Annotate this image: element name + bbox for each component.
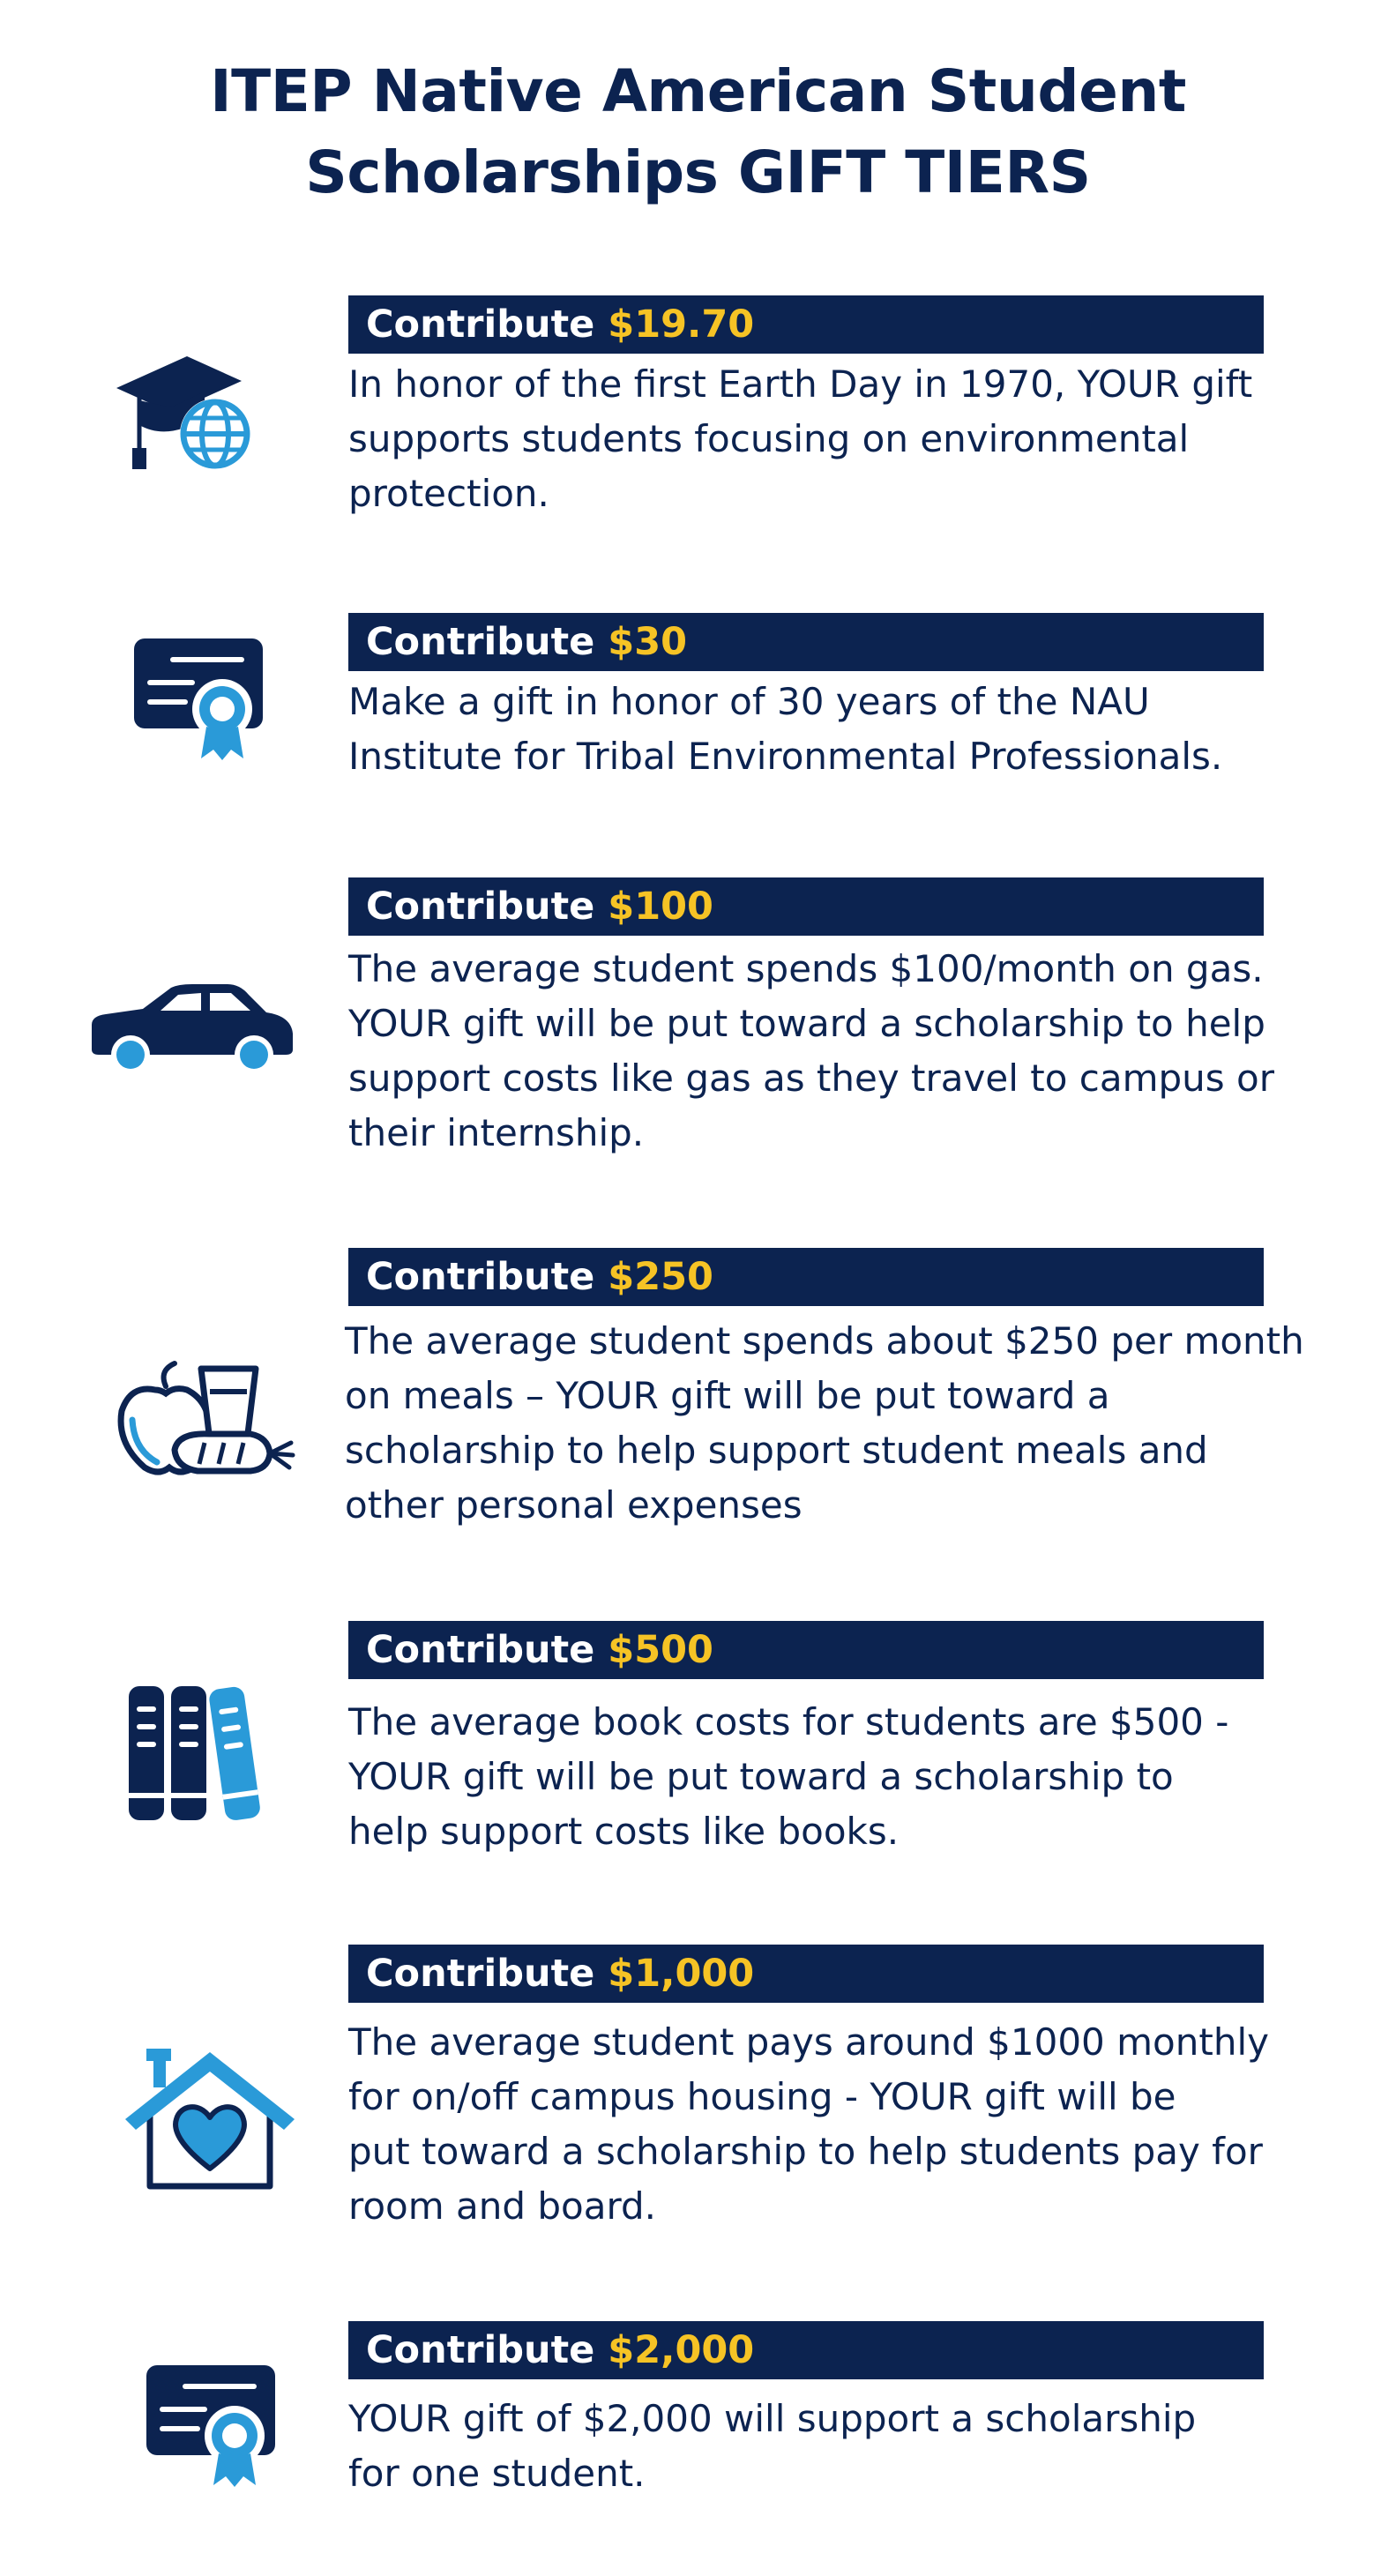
description-line: other personal expenses bbox=[345, 1483, 803, 1527]
description-line: help support costs like books. bbox=[348, 1810, 900, 1853]
contribute-label: Contribute bbox=[366, 885, 608, 929]
description-line: for one student. bbox=[348, 2452, 646, 2495]
description-line: support costs like gas as they travel to campus or bbox=[348, 1057, 1274, 1100]
tier-description bbox=[348, 357, 1318, 521]
page-title-line-1: ITEP Native American Student bbox=[210, 57, 1186, 125]
description-line: their internship. bbox=[348, 1111, 645, 1154]
page-title bbox=[0, 51, 1396, 213]
description-line: room and board. bbox=[348, 2184, 657, 2228]
page-title-line-2: Scholarships GIFT TIERS bbox=[305, 138, 1091, 206]
contribute-amount: $250 bbox=[608, 1255, 713, 1299]
house-heart-icon bbox=[122, 2042, 298, 2191]
tier-description bbox=[348, 675, 1318, 784]
contribute-amount: $19.70 bbox=[608, 302, 755, 347]
contribute-label: Contribute bbox=[366, 302, 608, 347]
description-line: Institute for Tribal Environmental Professionals. bbox=[348, 735, 1223, 778]
tier-description bbox=[348, 2015, 1318, 2234]
contribute-amount: $2,000 bbox=[608, 2328, 755, 2372]
contribute-bar bbox=[348, 1621, 1264, 1679]
description-line: In honor of the first Earth Day in 1970, YOUR gift bbox=[348, 362, 1253, 406]
description-line: The average student pays around $1000 monthly bbox=[348, 2020, 1269, 2064]
certificate-icon bbox=[131, 635, 272, 767]
contribute-amount: $30 bbox=[608, 620, 688, 664]
certificate-icon bbox=[143, 2362, 284, 2494]
contribute-label: Contribute bbox=[366, 620, 608, 664]
graduation-globe-icon bbox=[113, 337, 272, 496]
contribute-bar bbox=[348, 295, 1264, 354]
description-line: supports students focusing on environmental bbox=[348, 417, 1190, 460]
contribute-bar bbox=[348, 613, 1264, 671]
description-line: put toward a scholarship to help students pay for bbox=[348, 2130, 1263, 2173]
tier-description bbox=[345, 1314, 1315, 1533]
contribute-amount: $100 bbox=[608, 885, 713, 929]
contribute-label: Contribute bbox=[366, 1255, 608, 1299]
description-line: scholarship to help support student meals and bbox=[345, 1429, 1208, 1472]
contribute-bar bbox=[348, 1248, 1264, 1306]
description-line: YOUR gift will be put toward a scholarship to bbox=[348, 1755, 1174, 1798]
description-line: The average book costs for students are $500 - bbox=[348, 1700, 1229, 1743]
contribute-bar bbox=[348, 877, 1264, 936]
meals-icon bbox=[113, 1358, 298, 1482]
books-icon bbox=[125, 1683, 275, 1824]
contribute-label: Contribute bbox=[366, 1952, 608, 1996]
contribute-bar bbox=[348, 1945, 1264, 2003]
contribute-amount: $500 bbox=[608, 1628, 713, 1672]
tier-description bbox=[348, 2392, 1318, 2501]
description-line: The average student spends $100/month on gas. bbox=[348, 947, 1264, 990]
tier-description bbox=[348, 1695, 1318, 1859]
tier-description bbox=[348, 942, 1318, 1161]
car-icon bbox=[86, 981, 298, 1078]
description-line: protection. bbox=[348, 472, 549, 515]
contribute-bar bbox=[348, 2321, 1264, 2379]
description-line: on meals – YOUR gift will be put toward a bbox=[345, 1374, 1110, 1417]
description-line: for on/off campus housing - YOUR gift will be bbox=[348, 2075, 1176, 2118]
contribute-amount: $1,000 bbox=[608, 1952, 755, 1996]
description-line: YOUR gift of $2,000 will support a scholarship bbox=[348, 2397, 1197, 2440]
description-line: Make a gift in honor of 30 years of the NAU bbox=[348, 680, 1150, 723]
contribute-label: Contribute bbox=[366, 2328, 608, 2372]
description-line: YOUR gift will be put toward a scholarship to help bbox=[348, 1002, 1265, 1045]
description-line: The average student spends about $250 per month bbox=[345, 1319, 1304, 1363]
contribute-label: Contribute bbox=[366, 1628, 608, 1672]
